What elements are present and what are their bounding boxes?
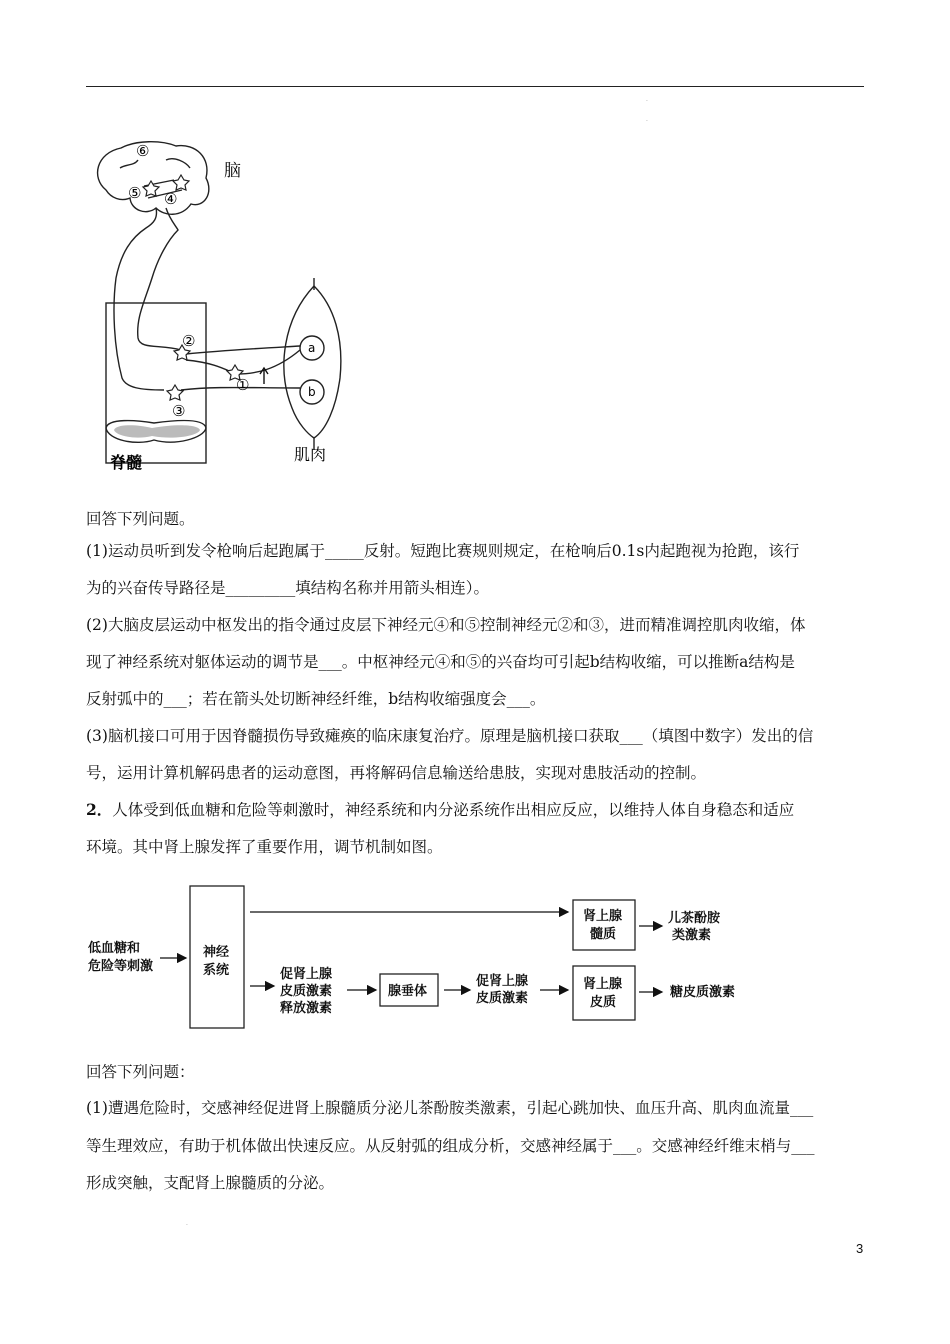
label-b: b bbox=[308, 385, 316, 399]
q1-part3-line2: 号，运用计算机解码患者的运动意图，再将解码信息输送给患肢，实现对患肢活动的控制。 bbox=[86, 764, 707, 782]
q1-part2-line2: 现了神经系统对躯体运动的调节是___。中枢神经元④和⑤的兴奋均可引起b结构收缩，可以推断a结构是 bbox=[86, 653, 795, 671]
pituitary-label: 腺垂体 bbox=[388, 984, 428, 999]
header-rule bbox=[86, 86, 864, 87]
adrenal-regulation-diagram bbox=[86, 882, 766, 1032]
label-spinal: 脊髓 bbox=[110, 453, 143, 470]
q2-number: 2． bbox=[86, 800, 113, 819]
label-brain: 脑 bbox=[224, 161, 241, 181]
label-n2: ② bbox=[182, 332, 196, 350]
scan-dot: · bbox=[646, 118, 648, 125]
glucocorticoid-label: 糖皮质激素 bbox=[670, 985, 736, 1000]
q1-part3-line1: (3)脑机接口可用于因脊髓损伤导致瘫痪的临床康复治疗。原理是脑机接口获取___（填图中数字）发出的信 bbox=[86, 727, 814, 745]
q2-stem-line1 bbox=[86, 800, 866, 820]
scan-dot: · bbox=[186, 1222, 188, 1229]
crh-label-2: 皮质激素 bbox=[280, 984, 333, 999]
medulla-label-1: 肾上腺 bbox=[583, 909, 623, 924]
catechol-label-2: 类激素 bbox=[672, 928, 712, 943]
label-a: a bbox=[308, 341, 316, 355]
q1-part1-line2: 为的兴奋传导路径是_________填结构名称并用箭头相连）。 bbox=[86, 579, 490, 597]
scan-dot: · bbox=[646, 98, 648, 105]
q2-part1-line2: 等生理效应，有助于机体做出快速反应。从反射弧的组成分析，交感神经属于___。交感神经纤维末梢与___ bbox=[86, 1137, 815, 1155]
label-n3: ③ bbox=[172, 402, 186, 420]
stimulus-label-2: 危险等刺激 bbox=[88, 959, 154, 974]
label-n5: ⑤ bbox=[128, 184, 142, 202]
q2-part1-line3: 形成突触，支配肾上腺髓质的分泌。 bbox=[86, 1174, 335, 1192]
nerve-label-1: 神经 bbox=[203, 945, 230, 960]
crh-label-3: 释放激素 bbox=[280, 1001, 333, 1016]
label-n6: ⑥ bbox=[136, 142, 150, 160]
crh-label-1: 促肾上腺 bbox=[280, 967, 333, 982]
acth-label-1: 促肾上腺 bbox=[476, 974, 529, 989]
stimulus-label-1: 低血糖和 bbox=[88, 941, 141, 956]
page-number: 3 bbox=[856, 1241, 864, 1256]
brain-outline bbox=[98, 142, 209, 215]
q2-stem-line2: 环境。其中肾上腺发挥了重要作用，调节机制如图。 bbox=[86, 838, 443, 856]
adrenal-cortex-box bbox=[573, 966, 635, 1020]
label-n1: ① bbox=[236, 376, 250, 394]
label-muscle: 肌肉 bbox=[294, 445, 327, 464]
q2-stem-text: 人体受到低血糖和危险等刺激时，神经系统和内分泌系统作出相应反应，以维持人体自身稳态和适应 bbox=[112, 801, 795, 819]
q1-part2-line1: (2)大脑皮层运动中枢发出的指令通过皮层下神经元④和⑤控制神经元②和③，进而精准调控肌肉收缩，体 bbox=[86, 616, 806, 634]
nerve-label-2: 系统 bbox=[203, 963, 230, 978]
q1-part1-line1: (1)运动员听到发令枪响后起跑属于_____反射。短跑比赛规则规定，在枪响后0.1s内起跑视为抢跑，该行 bbox=[86, 542, 800, 560]
q2-intro: 回答下列问题： bbox=[86, 1063, 195, 1081]
cortex-label-2: 皮质 bbox=[590, 995, 617, 1010]
muscle-outline bbox=[284, 286, 341, 438]
acth-label-2: 皮质激素 bbox=[476, 991, 529, 1006]
label-n4: ④ bbox=[164, 190, 178, 208]
cortex-label-1: 肾上腺 bbox=[583, 977, 623, 992]
q1-intro: 回答下列问题。 bbox=[86, 510, 195, 528]
medulla-label-2: 髓质 bbox=[590, 927, 617, 942]
q2-part1-line1: (1)遭遇危险时，交感神经促进肾上腺髓质分泌儿茶酚胺类激素，引起心跳加快、血压升高、肌肉血流量___ bbox=[86, 1099, 814, 1117]
adrenal-medulla-box bbox=[573, 900, 635, 950]
catechol-label-1: 儿茶酚胺 bbox=[668, 911, 721, 926]
reflex-arc-diagram bbox=[86, 138, 346, 470]
q1-part2-line3: 反射弧中的___；若在箭头处切断神经纤维，b结构收缩强度会___。 bbox=[86, 690, 546, 708]
